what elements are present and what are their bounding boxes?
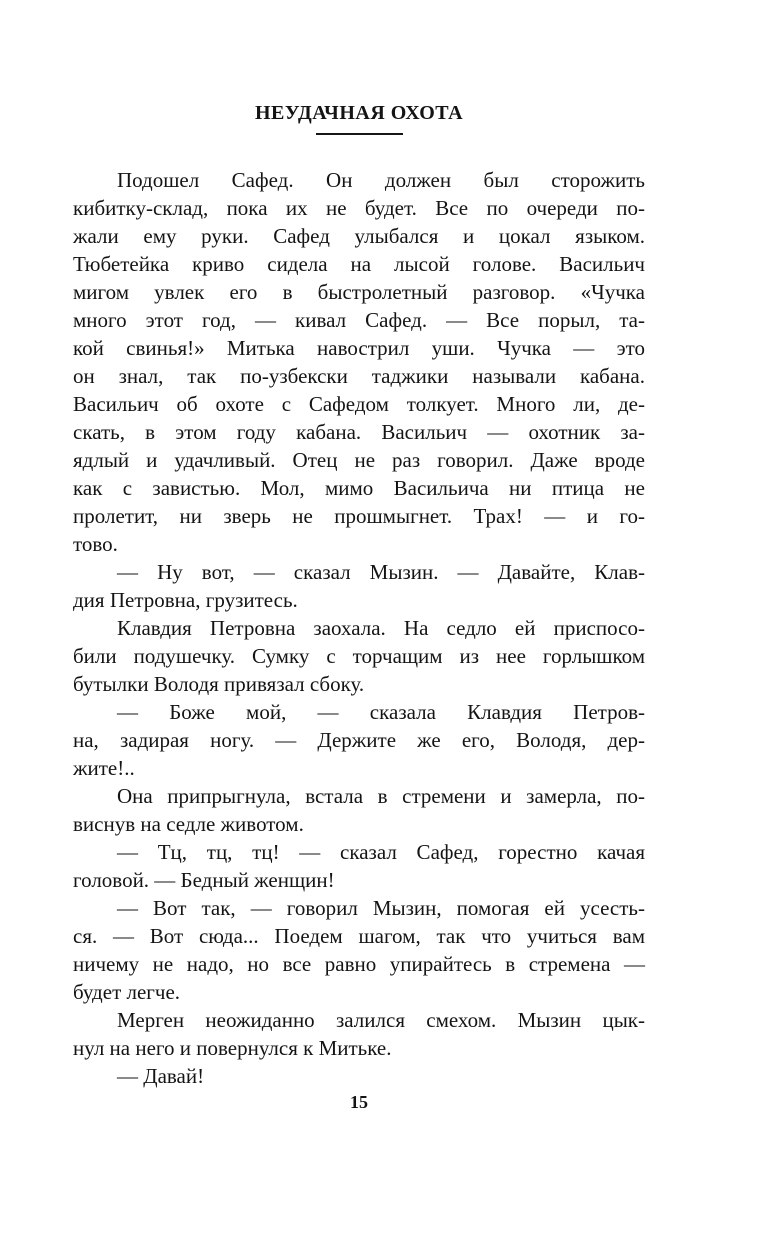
paragraph [73, 614, 645, 698]
text-line: Подошел Сафед. Он должен был сторожить [117, 168, 645, 192]
paragraph [73, 1006, 645, 1062]
text-line: он знал, так по-узбекски таджики называли кабана. [73, 364, 645, 388]
text-line: как с завистью. Мол, мимо Васильича ни птица не [73, 476, 645, 500]
story-text [73, 166, 645, 1090]
paragraph [73, 698, 645, 782]
page-number: 15 [350, 1092, 368, 1112]
paragraph [73, 894, 645, 1006]
text-line: кибитку-склад, пока их не будет. Все по очереди по- [73, 196, 645, 220]
text-line: — Боже мой, — сказала Клавдия Петров- [117, 700, 645, 724]
text-line: — Вот так, — говорил Мызин, помогая ей усесть- [117, 896, 645, 920]
text-line: Тюбетейка криво сидела на лысой голове. Васильич [73, 252, 645, 276]
text-line: мигом увлек его в быстролетный разговор. «Чучка [73, 280, 645, 304]
text-line: дия Петровна, грузитесь. [73, 588, 298, 612]
text-line: нул на него и повернулся к Митьке. [73, 1036, 392, 1060]
text-line: на, задирая ногу. — Держите же его, Володя, дер- [73, 728, 645, 752]
text-line: виснув на седле животом. [73, 812, 304, 836]
text-line: скать, в этом году кабана. Васильич — охотник за- [73, 420, 645, 444]
text-line: головой. — Бедный женщин! [73, 868, 335, 892]
text-line: много этот год, — кивал Сафед. — Все порыл, та- [73, 308, 645, 332]
text-line: Васильич об охоте с Сафедом толкует. Много ли, де- [73, 392, 645, 416]
text-line: — Ну вот, — сказал Мызин. — Давайте, Клав- [117, 560, 645, 584]
paragraph [73, 1062, 645, 1090]
paragraph [73, 838, 645, 894]
text-line: жали ему руки. Сафед улыбался и цокал языком. [73, 224, 645, 248]
paragraph [73, 166, 645, 558]
text-line: били подушечку. Сумку с торчащим из нее горлышком [73, 644, 645, 668]
text-line: кой свинья!» Митька навострил уши. Чучка — это [73, 336, 645, 360]
text-line: Клавдия Петровна заохала. На седло ей приспосо- [117, 616, 645, 640]
story-title: НЕУДАЧНАЯ ОХОТА [254, 102, 464, 124]
text-line: Она припрыгнула, встала в стремени и замерла, по- [117, 784, 645, 808]
text-line: ядлый и удачливый. Отец не раз говорил. Даже вроде [73, 448, 645, 472]
text-line: тово. [73, 532, 118, 556]
title-divider [316, 133, 403, 135]
text-line: — Тц, тц, тц! — сказал Сафед, горестно качая [117, 840, 645, 864]
text-line: бутылки Володя привязал сбоку. [73, 672, 365, 696]
text-line: Мерген неожиданно залился смехом. Мызин цык- [117, 1008, 645, 1032]
paragraph [73, 782, 645, 838]
paragraph [73, 558, 645, 614]
text-line: будет легче. [73, 980, 181, 1004]
text-line: — Давай! [117, 1064, 205, 1088]
text-line: пролетит, ни зверь не прошмыгнет. Трах! — и го- [73, 504, 645, 528]
text-line: жите!.. [73, 756, 135, 780]
text-line: ся. — Вот сюда... Поедем шагом, так что учиться вам [73, 924, 645, 948]
page-content [73, 100, 645, 1090]
text-line: ничему не надо, но все равно упирайтесь в стремена — [73, 952, 645, 976]
